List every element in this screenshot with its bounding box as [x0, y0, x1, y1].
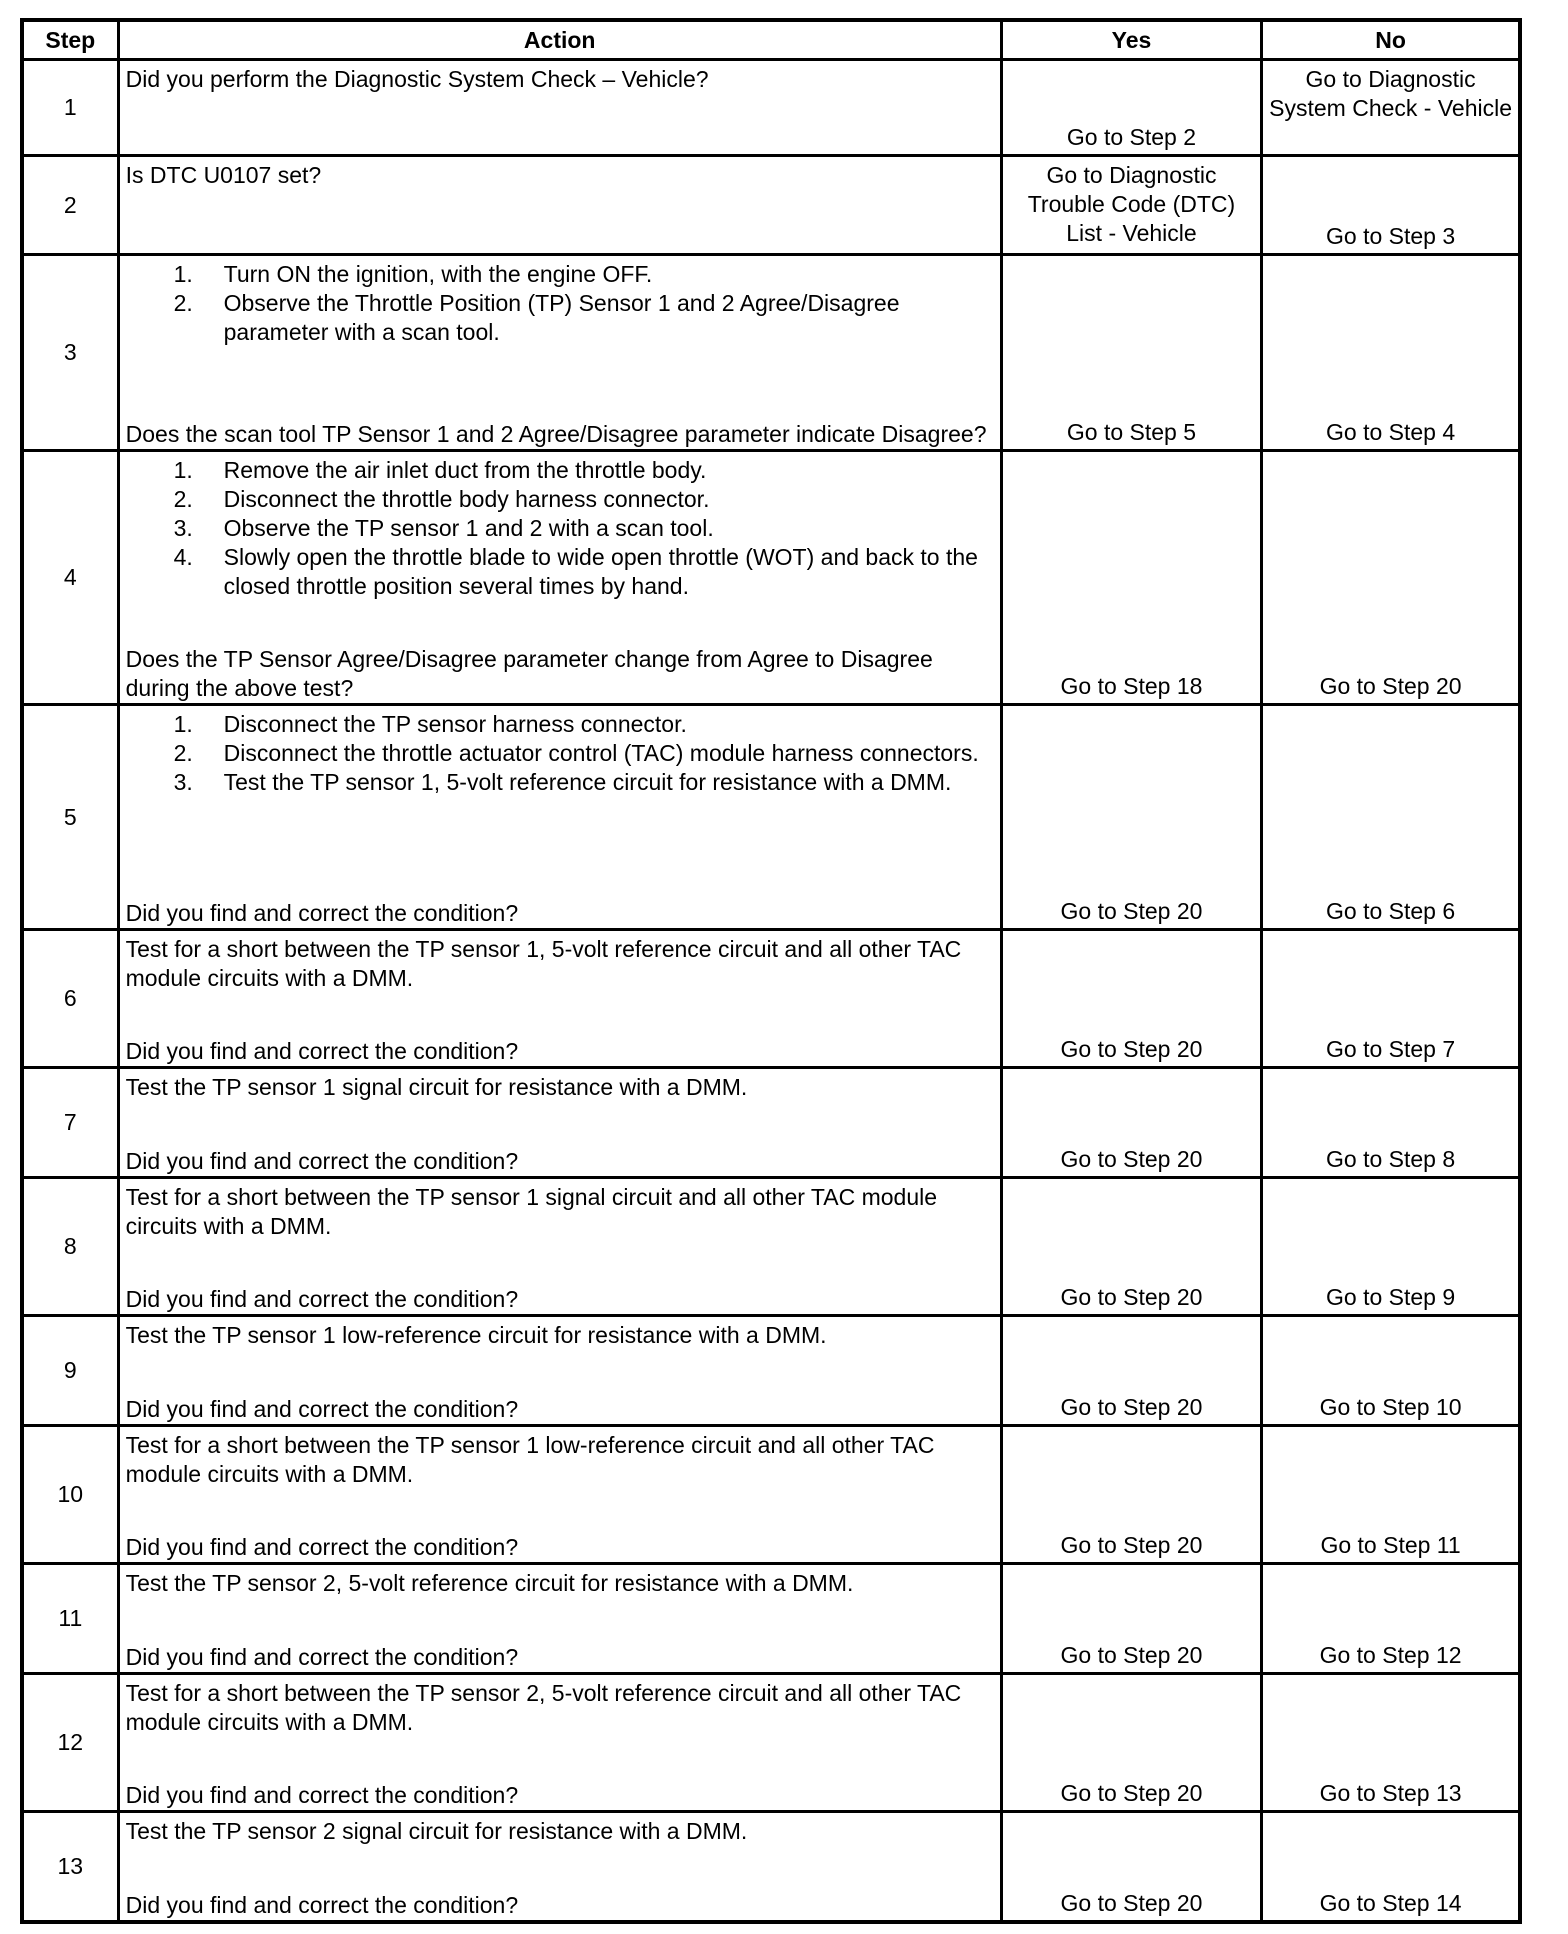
yes-outcome: Go to Step 2 [1001, 60, 1261, 156]
action-question: Does the scan tool TP Sensor 1 and 2 Agree/Disagree parameter indicate Disagree? [125, 421, 987, 447]
no-outcome: Go to Step 4 [1262, 255, 1520, 451]
list-item [126, 456, 996, 485]
step-number: 10 [22, 1426, 118, 1564]
list-item-text: Disconnect the throttle body harness connector. [223, 486, 710, 512]
header-action: Action [118, 20, 1001, 60]
no-outcome: Go to Step 6 [1262, 705, 1520, 930]
action-text: Test for a short between the TP sensor 2, 5-volt reference circuit and all other TAC module circuits with a DMM. [125, 1680, 962, 1735]
no-outcome: Go to Step 9 [1262, 1178, 1520, 1316]
action-cell [118, 1564, 1001, 1674]
list-item-text: Turn ON the ignition, with the engine OFF. [223, 261, 653, 287]
action-text: Test the TP sensor 1 low-reference circuit for resistance with a DMM. [125, 1322, 827, 1348]
yes-outcome: Go to Step 20 [1001, 1564, 1261, 1674]
list-item [126, 710, 996, 739]
list-item-text: Test the TP sensor 1, 5-volt reference circuit for resistance with a DMM. [223, 769, 952, 795]
action-cell [118, 1178, 1001, 1316]
yes-outcome: Go to Step 18 [1001, 451, 1261, 705]
step-number: 2 [22, 156, 118, 255]
action-question: Did you find and correct the condition? [125, 1534, 519, 1560]
list-item-number: 1. [173, 457, 193, 483]
action-cell [118, 1674, 1001, 1812]
action-cell [118, 255, 1001, 451]
action-text: Test for a short between the TP sensor 1 low-reference circuit and all other TAC module circuits with a DMM. [125, 1432, 935, 1487]
action-steps-list [126, 710, 996, 797]
list-item-text: Disconnect the throttle actuator control (TAC) module harness connectors. [223, 740, 979, 766]
action-question: Did you find and correct the condition? [125, 1286, 519, 1312]
list-item-text: Observe the TP sensor 1 and 2 with a scan tool. [223, 515, 714, 541]
header-yes: Yes [1001, 20, 1261, 60]
list-item [126, 485, 996, 514]
action-text: Did you perform the Diagnostic System Check – Vehicle? [125, 66, 709, 92]
step-number: 9 [22, 1316, 118, 1426]
list-item-number: 3. [173, 769, 193, 795]
yes-outcome: Go to Step 20 [1001, 1426, 1261, 1564]
step-number: 1 [22, 60, 118, 156]
action-text: Test the TP sensor 2 signal circuit for resistance with a DMM. [125, 1818, 748, 1844]
step-number: 7 [22, 1068, 118, 1178]
no-outcome: Go to Step 7 [1262, 930, 1520, 1068]
action-cell [118, 451, 1001, 705]
list-item-number: 1. [173, 711, 193, 737]
no-outcome: Go to Step 8 [1262, 1068, 1520, 1178]
no-outcome: Go to Step 13 [1262, 1674, 1520, 1812]
action-text: Test the TP sensor 2, 5-volt reference circuit for resistance with a DMM. [125, 1570, 854, 1596]
yes-outcome: Go to Step 20 [1001, 1674, 1261, 1812]
action-steps-list [126, 260, 996, 347]
yes-outcome: Go to Step 20 [1001, 1316, 1261, 1426]
action-cell [118, 1426, 1001, 1564]
step-number: 3 [22, 255, 118, 451]
action-cell [118, 60, 1001, 156]
action-question: Did you find and correct the condition? [125, 900, 519, 926]
list-item-number: 1. [173, 261, 193, 287]
table-row [22, 1426, 1520, 1564]
no-outcome: Go to Diagnostic System Check - Vehicle [1262, 60, 1520, 156]
yes-outcome: Go to Diagnostic Trouble Code (DTC) List - Vehicle [1001, 156, 1261, 255]
action-text: Test for a short between the TP sensor 1 signal circuit and all other TAC module circuits with a DMM. [125, 1184, 938, 1239]
table-row [22, 705, 1520, 930]
list-item [126, 289, 996, 347]
action-question: Did you find and correct the condition? [125, 1782, 519, 1808]
list-item-text: Disconnect the TP sensor harness connector. [223, 711, 687, 737]
list-item-text: Slowly open the throttle blade to wide open throttle (WOT) and back to the closed throttle position several times by hand. [223, 544, 978, 599]
no-outcome: Go to Step 3 [1262, 156, 1520, 255]
list-item [126, 260, 996, 289]
list-item-number: 2. [173, 290, 193, 316]
yes-outcome: Go to Step 20 [1001, 1812, 1261, 1923]
table-row [22, 1316, 1520, 1426]
table-row [22, 60, 1520, 156]
no-outcome: Go to Step 12 [1262, 1564, 1520, 1674]
yes-outcome: Go to Step 20 [1001, 1068, 1261, 1178]
action-steps-list [126, 456, 996, 601]
action-cell [118, 930, 1001, 1068]
list-item-number: 2. [173, 740, 193, 766]
yes-outcome: Go to Step 20 [1001, 705, 1261, 930]
step-number: 11 [22, 1564, 118, 1674]
action-question: Did you find and correct the condition? [125, 1644, 519, 1670]
action-question: Does the TP Sensor Agree/Disagree parameter change from Agree to Disagree during the above test? [125, 646, 933, 701]
diagnostic-table [20, 18, 1522, 1924]
action-text: Test for a short between the TP sensor 1, 5-volt reference circuit and all other TAC module circuits with a DMM. [125, 936, 962, 991]
action-cell [118, 1068, 1001, 1178]
yes-outcome: Go to Step 20 [1001, 1178, 1261, 1316]
table-row [22, 1178, 1520, 1316]
action-question: Did you find and correct the condition? [125, 1148, 519, 1174]
action-question: Did you find and correct the condition? [125, 1038, 519, 1064]
action-question: Did you find and correct the condition? [125, 1892, 519, 1918]
list-item-number: 4. [173, 544, 193, 570]
table-row [22, 1812, 1520, 1923]
list-item [126, 768, 996, 797]
no-outcome: Go to Step 11 [1262, 1426, 1520, 1564]
action-question: Did you find and correct the condition? [125, 1396, 519, 1422]
list-item [126, 514, 996, 543]
header-row [22, 20, 1520, 60]
header-step: Step [22, 20, 118, 60]
action-text: Is DTC U0107 set? [125, 162, 322, 188]
list-item-text: Observe the Throttle Position (TP) Sensor 1 and 2 Agree/Disagree parameter with a scan tool. [223, 290, 900, 345]
header-no: No [1262, 20, 1520, 60]
action-cell [118, 1812, 1001, 1923]
step-number: 5 [22, 705, 118, 930]
step-number: 6 [22, 930, 118, 1068]
table-row [22, 156, 1520, 255]
list-item-text: Remove the air inlet duct from the throttle body. [223, 457, 707, 483]
yes-outcome: Go to Step 5 [1001, 255, 1261, 451]
step-number: 8 [22, 1178, 118, 1316]
table-row [22, 1564, 1520, 1674]
list-item [126, 543, 996, 601]
action-cell [118, 705, 1001, 930]
list-item-number: 2. [173, 486, 193, 512]
action-cell [118, 156, 1001, 255]
step-number: 13 [22, 1812, 118, 1923]
step-number: 12 [22, 1674, 118, 1812]
table-row [22, 930, 1520, 1068]
list-item [126, 739, 996, 768]
table-row [22, 451, 1520, 705]
yes-outcome: Go to Step 20 [1001, 930, 1261, 1068]
table-row [22, 1068, 1520, 1178]
no-outcome: Go to Step 20 [1262, 451, 1520, 705]
table-row [22, 1674, 1520, 1812]
no-outcome: Go to Step 14 [1262, 1812, 1520, 1923]
action-text: Test the TP sensor 1 signal circuit for resistance with a DMM. [125, 1074, 748, 1100]
action-cell [118, 1316, 1001, 1426]
step-number: 4 [22, 451, 118, 705]
list-item-number: 3. [173, 515, 193, 541]
no-outcome: Go to Step 10 [1262, 1316, 1520, 1426]
table-row [22, 255, 1520, 451]
